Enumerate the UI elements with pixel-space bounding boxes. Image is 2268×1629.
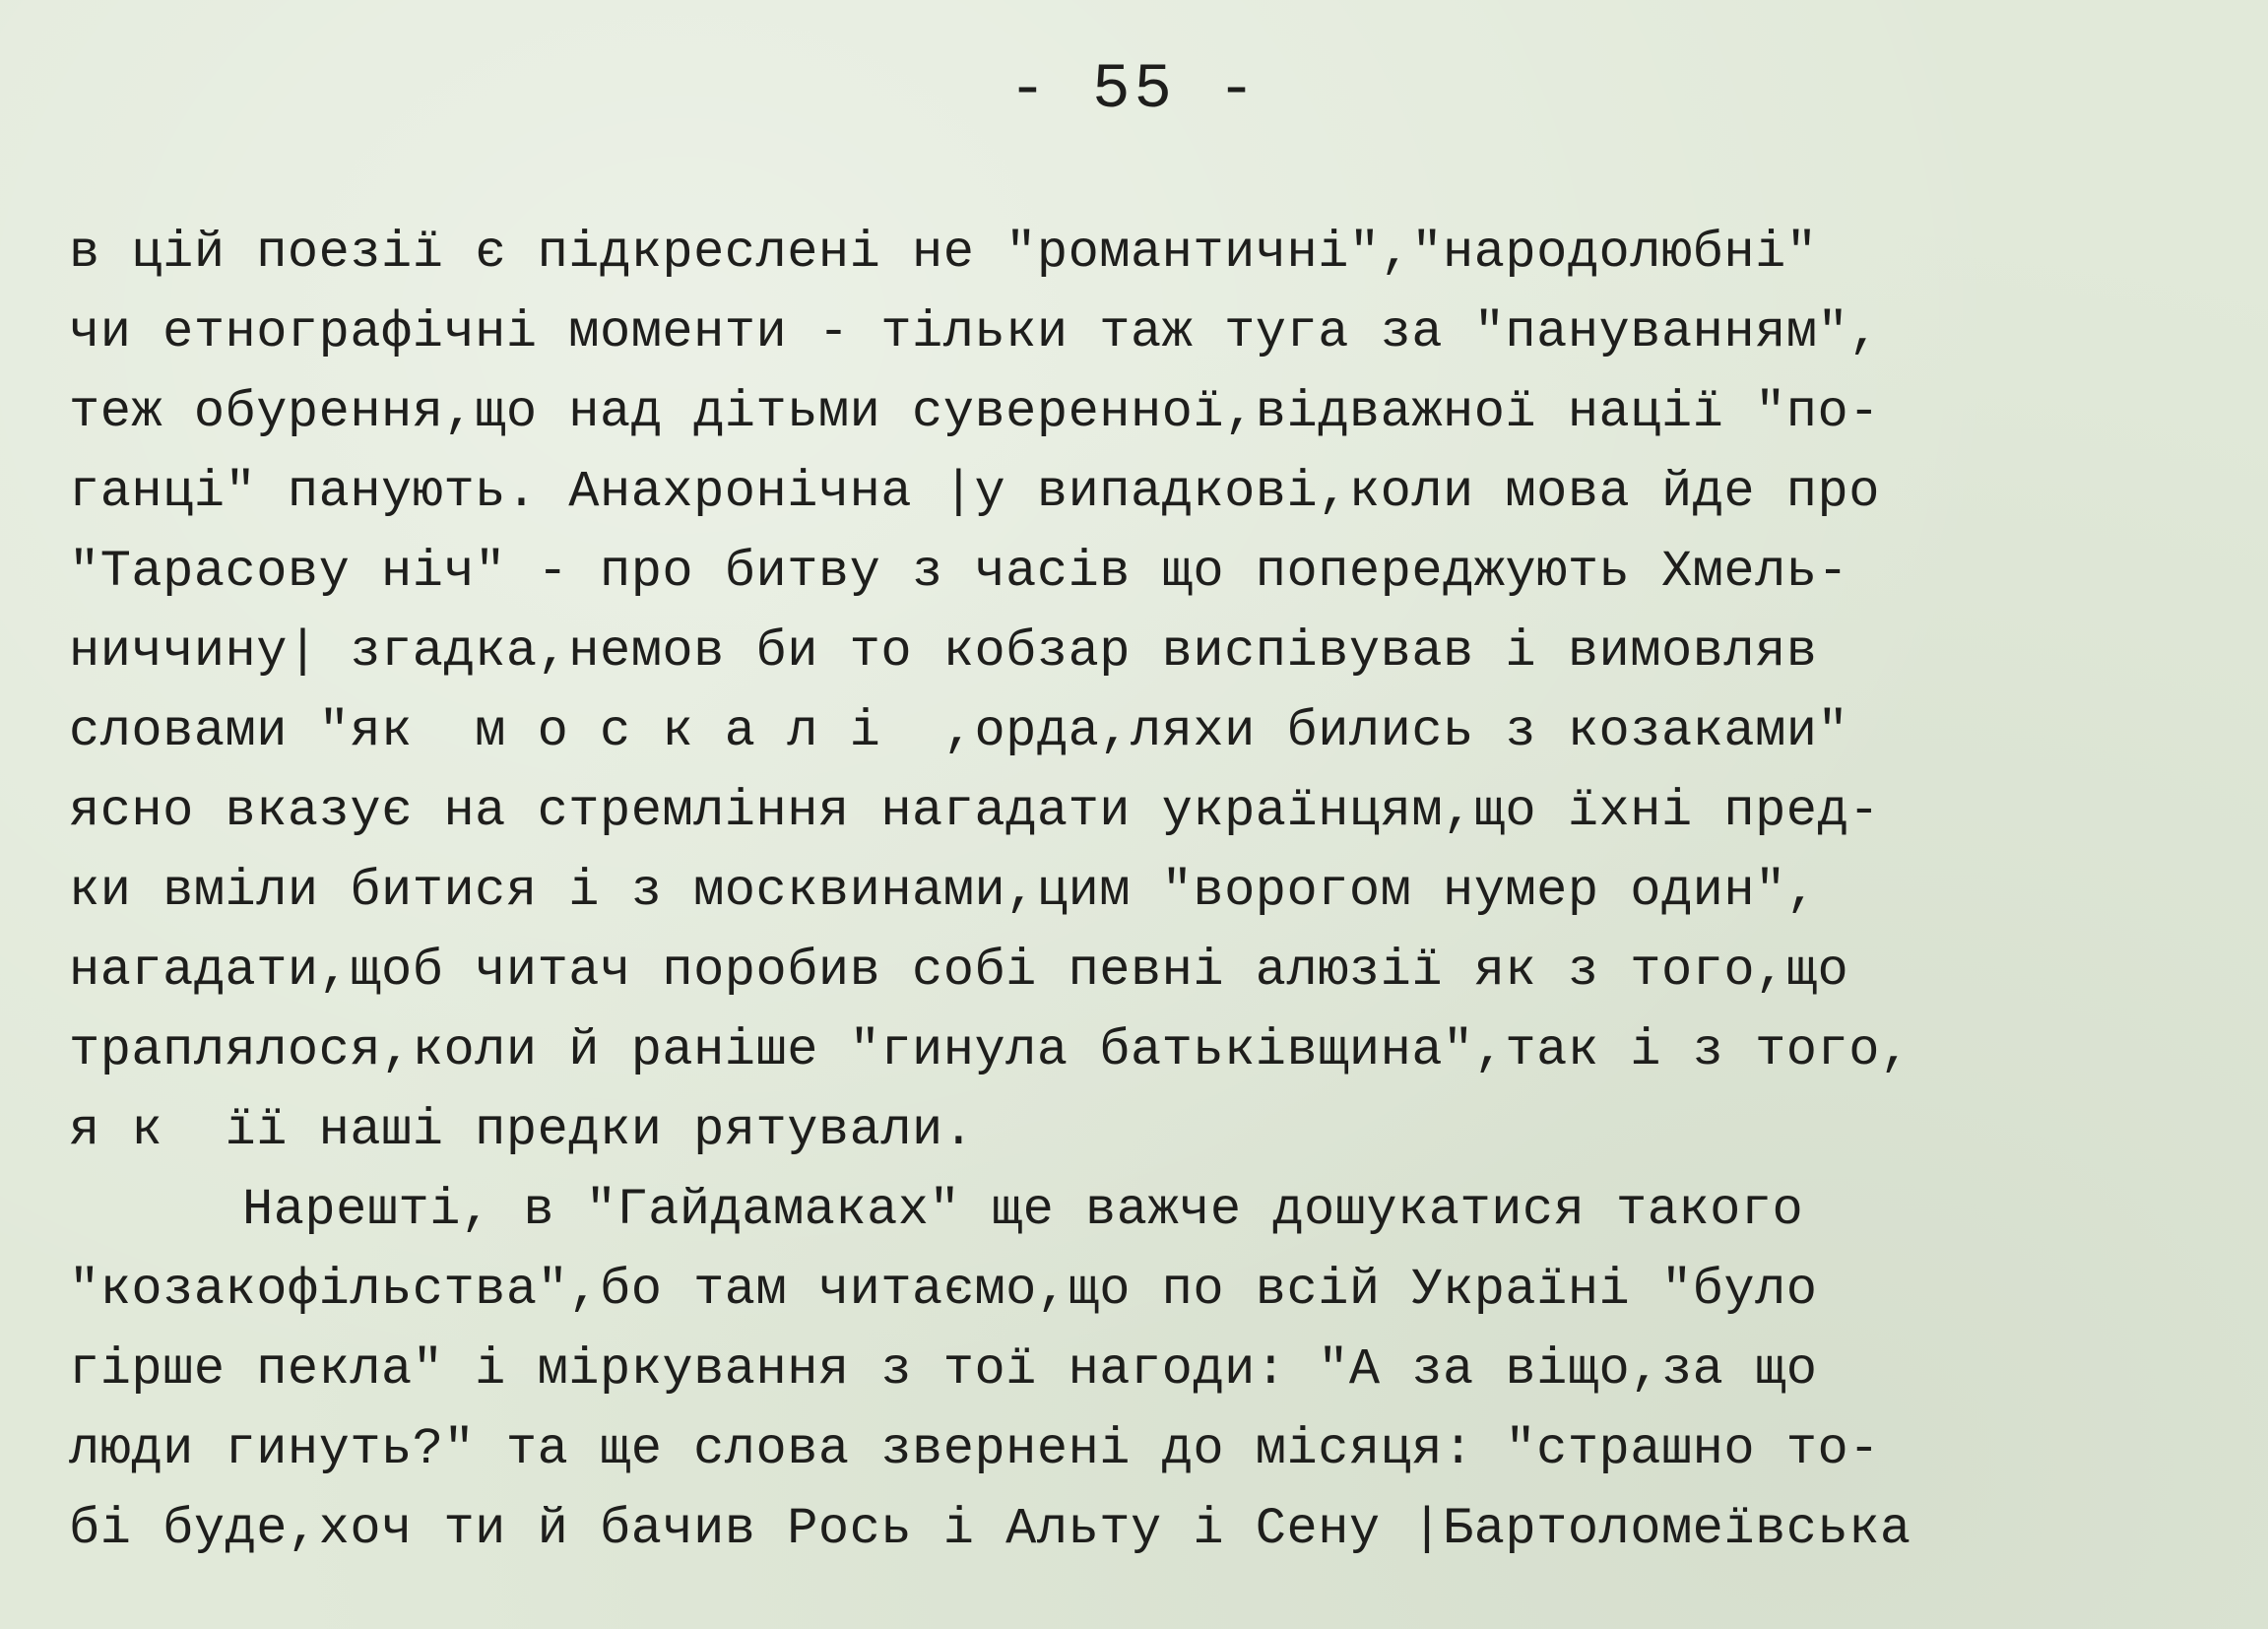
text-line: в цій поезії є підкреслені не "романтичні","народолюбні" — [69, 224, 1818, 282]
text-line: теж обурення,що над дітьми суверенної,відважної нації "по- — [69, 383, 1880, 441]
text-line: чи етнографічні моменти - тільки таж туга за "пануванням", — [69, 303, 1880, 361]
text-line: ниччину| згадка,немов би то кобзар виспівував і вимовляв — [69, 622, 1818, 681]
text-line: нагадати,щоб читач поробив собі певні алюзії як з того,що — [69, 942, 1849, 1000]
text-line: "козакофільства",бо там читаємо,що по всій Україні "було — [69, 1261, 1818, 1319]
paragraph-first-line: Нарешті, в "Гайдамаках" ще важче дошукатися такого — [242, 1181, 1804, 1239]
text-line: "Тарасову ніч" - про битву з часів що попереджують Хмель- — [69, 543, 1849, 601]
page-number: - 55 - — [1008, 55, 1260, 126]
text-line: бі буде,хоч ти й бачив Рось і Альту і Сену |Бартоломеївська — [69, 1500, 1912, 1558]
body-text — [69, 213, 2216, 1569]
text-line: траплялося,коли й раніше "гинула батьківщина",так і з того, — [69, 1021, 1912, 1079]
text-line: люди гинуть?" та ще слова звернені до місяця: "страшно то- — [69, 1420, 1880, 1478]
text-line: словами "як м о с к а л і ,орда,ляхи бились з козаками" — [69, 702, 1849, 760]
text-line: я к її наші предки рятували. — [69, 1101, 975, 1159]
text-line: ганці" панують. Анахронічна |у випадкові,коли мова йде про — [69, 463, 1880, 521]
text-line: ясно вказує на стремління нагадати українцям,що їхні пред- — [69, 782, 1880, 840]
text-line: гірше пекла" і міркування з тої нагоди: "А за віщо,за що — [69, 1340, 1818, 1399]
text-line: ки вміли битися і з москвинами,цим "ворогом нумер один", — [69, 862, 1818, 920]
